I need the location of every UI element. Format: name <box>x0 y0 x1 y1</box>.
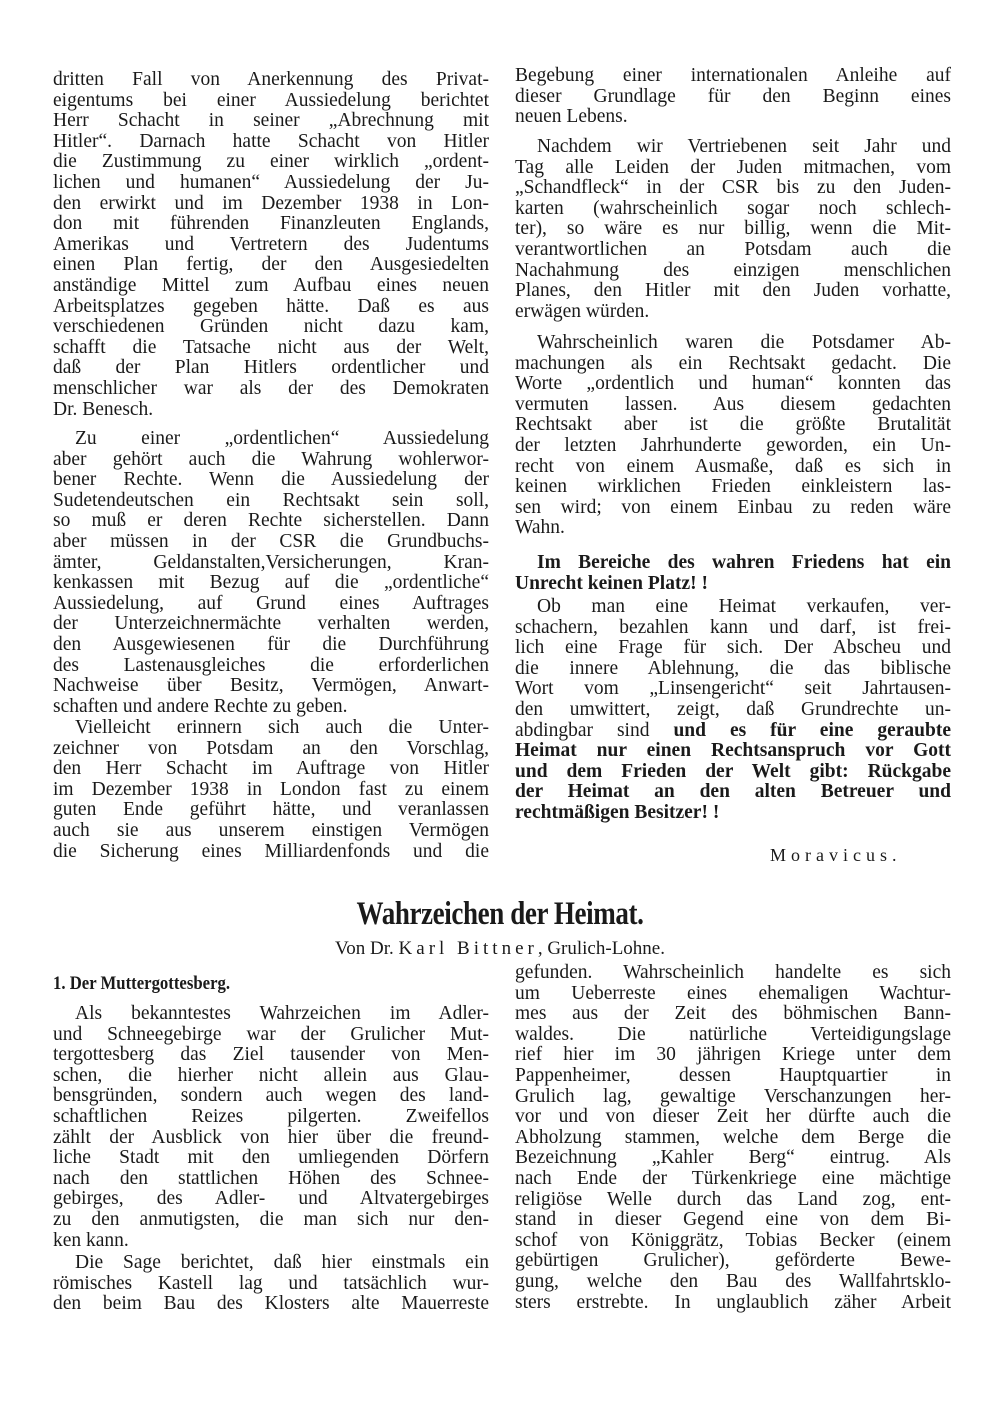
text-line: Aussiedelung, auf Grund eines Auftrages <box>53 592 489 614</box>
text-line: Begebung einer internationalen Anleihe auf <box>515 65 951 86</box>
bold-text: Heimat nur einen Rechtsanspruch vor Gott <box>515 740 951 762</box>
text-line: sen wird; von einem Einbau zu reden wäre <box>515 496 951 518</box>
byline-author: Karl Bittner <box>398 938 538 959</box>
text-line: Sudetendeutschen ein Rechtsakt sein soll, <box>53 489 489 511</box>
text-line: Worte „ordentlich und human“ konnten das <box>515 373 951 395</box>
text-segment: abdingbar sind <box>515 719 674 741</box>
text-line: Zu einer „ordentlichen“ Aussiedelung <box>75 428 489 449</box>
text-line: waldes. Die natürliche Verteidigungslage <box>515 1023 951 1045</box>
text-line: nach Ende der Türkenkriege eine mächtige <box>515 1167 951 1189</box>
text-line: gefunden. Wahrscheinlich handelte es sich <box>515 962 951 983</box>
text-line: ken kann. <box>53 1229 129 1251</box>
text-line: Nachdem wir Vertriebenen seit Jahr und <box>537 136 951 157</box>
byline <box>0 938 1000 960</box>
text-line: im Dezember 1938 in London fast zu einem <box>53 778 489 800</box>
text-line: des Lastenausgleiches die erforderlichen <box>53 654 489 676</box>
text-line <box>515 803 951 824</box>
text-line: keinen wirklichen Frieden einkleistern las- <box>515 476 951 498</box>
byline-suffix: , Grulich-Lohne. <box>537 938 665 959</box>
text-line: Bezeichnung „Kahler Berg“ eintrug. Als <box>515 1147 951 1169</box>
paragraph <box>515 963 951 1313</box>
text-line: religiöse Welle durch das Land zog, ent- <box>515 1188 951 1210</box>
text-line: gebirges, des Adler- und Altvatergebirges <box>53 1188 489 1210</box>
text-line: Die Sage berichtet, daß hier einstmals ein <box>75 1252 489 1273</box>
text-line: kenkassen mit Bezug auf die „ordentliche“ <box>53 572 489 594</box>
text-line <box>515 721 951 742</box>
text-line: einen Plan fertig, der den Ausgesiedelten <box>53 254 489 276</box>
paragraph <box>515 66 951 128</box>
text-line: vor und von dieser Zeit her dürfte auch die <box>515 1106 951 1128</box>
text-line: anständige Mittel zum Aufbau eines neuen <box>53 274 489 296</box>
text-line: guten Ende geführt hätte, und veranlassen <box>53 799 489 821</box>
text-line: Herr Schacht in seiner „Abrechnung mit <box>53 110 489 132</box>
text-line: gebürtigen Grulicher), geförderte Bewe- <box>515 1250 951 1272</box>
paragraph <box>53 429 489 717</box>
paragraph <box>515 553 951 594</box>
text-line: liche Stadt mit den umliegenden Dörfern <box>53 1147 489 1169</box>
text-line: tergottesberg das Ziel tausender von Men- <box>53 1044 489 1066</box>
text-line: mes aus der Zeit des böhmischen Bann- <box>515 1003 951 1025</box>
text-line <box>515 762 951 783</box>
text-line <box>515 741 951 762</box>
text-line: und Schneegebirge war der Grulicher Mut- <box>53 1023 489 1045</box>
text-line: don mit führenden Finanzleuten Englands, <box>53 213 489 235</box>
text-line: verantwortlichen an Potsdam auch die <box>515 238 951 260</box>
bold-text: und dem Frieden der Welt gibt: Rückgabe <box>515 760 951 782</box>
text-line: so muß er deren Rechte sicherstellen. Dann <box>53 510 489 532</box>
text-line: bener Rechte. Wenn die Aussiedelung der <box>53 469 489 491</box>
text-line: zählt der Ausblick von hier über die freund- <box>53 1126 489 1148</box>
text-line: Nachweise über Besitz, Vermögen, Anwart- <box>53 675 489 697</box>
text-line: Abholzung stammen, welche dem Berge die <box>515 1126 951 1148</box>
text-line: schof von Königgrätz, Tobias Becker (einem <box>515 1229 951 1251</box>
text-line: menschlicher war als der des Demokraten <box>53 377 489 399</box>
text-line: daß der Plan Hitlers ordentlicher und <box>53 357 489 379</box>
paragraph <box>53 1253 489 1315</box>
paragraph <box>515 333 951 539</box>
text-line: rief hier im 30 jährigen Kriege unter dem <box>515 1044 951 1066</box>
text-line: ter), so wäre es nur billig, wenn die Mit- <box>515 218 951 240</box>
text-line: aber müssen in der CSR die Grundbuchs- <box>53 530 489 552</box>
bold-text: rechtmäßigen Besitzer! ! <box>515 801 720 823</box>
text-line: schachern, bezahlen kann und darf, ist frei- <box>515 616 951 638</box>
text-line: den beim Bau des Klosters alte Mauerreste <box>53 1293 489 1315</box>
text-line: den erwirkt und im Dezember 1938 in Lon- <box>53 192 489 214</box>
author-signature: Moravicus. <box>770 845 902 865</box>
text-line: nach den stattlichen Höhen des Schnee- <box>53 1167 489 1189</box>
text-line: verschiedenen Gründen nicht dazu kam, <box>53 316 489 338</box>
text-line: gung, welche den Bau des Wallfahrtsklo- <box>515 1270 951 1292</box>
text-line: aber gehört auch die Wahrung wohlerwor- <box>53 448 489 470</box>
text-line: den umwittert, zeigt, daß Grundrechte un- <box>515 698 951 720</box>
text-line: Amerikas und Vertretern des Judentums <box>53 233 489 255</box>
text-line: römisches Kastell lag und tatsächlich wur- <box>53 1272 489 1294</box>
text-line: Im Bereiche des wahren Friedens hat ein <box>537 552 951 573</box>
text-line: die innere Ablehnung, die das biblische <box>515 657 951 679</box>
text-line: schaftlichen Reizes pilgerten. Zweifellos <box>53 1105 489 1127</box>
section-heading: 1. Der Muttergottesberg. <box>53 973 231 994</box>
text-line: Arbeitsplatzes gegeben hätte. Daß es aus <box>53 295 489 317</box>
text-line: lichen und humanen“ Aussiedelung der Ju- <box>53 171 489 193</box>
text-line: dieser Grundlage für den Beginn eines <box>515 85 951 107</box>
text-line <box>515 782 951 803</box>
text-line: der Unterzeichnermächte verhalten werden, <box>53 613 489 635</box>
text-line: Unrecht keinen Platz! ! <box>515 572 708 594</box>
text-line: Vielleicht erinnern sich auch die Unter- <box>75 717 489 738</box>
text-line: Wahn. <box>515 517 565 539</box>
text-line: erwägen würden. <box>515 300 650 322</box>
text-line: Grulich lag, gewaltige Verschanzungen her- <box>515 1085 951 1107</box>
text-line: zu den anmutigsten, die man sich nur den- <box>53 1208 489 1230</box>
text-line: Tag alle Leiden der Juden mitmachen, vom <box>515 156 951 178</box>
paragraph <box>515 597 951 824</box>
text-line: Pappenheimer, dessen Hauptquartier in <box>515 1064 951 1086</box>
text-line: den Herr Schacht im Auftrage von Hitler <box>53 758 489 780</box>
text-line: schafft die Tatsache nicht aus der Welt, <box>53 336 489 358</box>
text-line: dritten Fall von Anerkennung des Privat- <box>53 69 489 90</box>
article-title: Wahrzeichen der Heimat. <box>356 896 644 932</box>
text-line: die Sicherung eines Milliardenfonds und die <box>53 840 489 862</box>
paragraph <box>53 1004 489 1251</box>
text-line: schen, die hierher nicht allein aus Glau- <box>53 1064 489 1086</box>
text-line: Rechtsakt aber ist die größte Brutalität <box>515 414 951 436</box>
text-line: bensgründen, sondern auch wegen des land- <box>53 1085 489 1107</box>
text-line: Als bekanntestes Wahrzeichen im Adler- <box>75 1003 489 1024</box>
text-line: den Ausgewiesenen für die Durchführung <box>53 633 489 655</box>
text-line: karten (wahrscheinlich sogar noch schlech- <box>515 197 951 219</box>
text-line: neuen Lebens. <box>515 106 628 128</box>
text-line: machungen als ein Rechtsakt gedacht. Die <box>515 352 951 374</box>
text-line: lich eine Frage für sich. Der Abscheu und <box>515 637 951 659</box>
text-line: der letzten Jahrhunderte geworden, ein Un- <box>515 434 951 456</box>
paragraph <box>515 137 951 322</box>
text-line: sters erstrebte. In unglaublich zäher Arbeit <box>515 1291 951 1313</box>
text-line: Nachahmung des einzigen menschlichen <box>515 259 951 281</box>
byline-prefix: Von Dr. <box>335 938 394 959</box>
text-line: stand in dieser Gegend eine von dem Bi- <box>515 1209 951 1231</box>
text-line: Wort vom „Linsengericht“ seit Jahrtausen- <box>515 678 951 700</box>
text-line: vermuten lassen. Aus diesem gedachten <box>515 393 951 415</box>
text-line: um Ueberreste eines ehemaligen Wachtur- <box>515 982 951 1004</box>
text-line: zeichner von Potsdam an den Vorschlag, <box>53 737 489 759</box>
text-line: ämter, Geldanstalten,Versicherungen, Kran- <box>53 551 489 573</box>
text-line: schaften und andere Rechte zu geben. <box>53 695 348 717</box>
text-line: Wahrscheinlich waren die Potsdamer Ab- <box>537 332 951 353</box>
text-line: Planes, den Hitler mit den Juden vorhatte, <box>515 280 951 302</box>
paragraph <box>53 718 489 862</box>
text-line: auch sie aus unserem einstigen Vermögen <box>53 819 489 841</box>
text-line: die Zustimmung zu einer wirklich „ordent- <box>53 151 489 173</box>
text-line: Hitler“. Darnach hatte Schacht von Hitler <box>53 130 489 152</box>
text-line: eigentums bei einer Aussiedelung berichtet <box>53 89 489 111</box>
text-line: „Schandfleck“ in der CSR bis zu den Juden- <box>515 177 951 199</box>
paragraph <box>53 70 489 420</box>
bold-text: der Heimat an den alten Betreuer und <box>515 781 951 803</box>
bold-text: und es für eine geraubte <box>673 719 951 741</box>
text-line: Ob man eine Heimat verkaufen, ver- <box>537 596 951 617</box>
text-line: Dr. Benesch. <box>53 398 154 420</box>
text-line: recht von einem Ausmaße, daß es sich in <box>515 455 951 477</box>
